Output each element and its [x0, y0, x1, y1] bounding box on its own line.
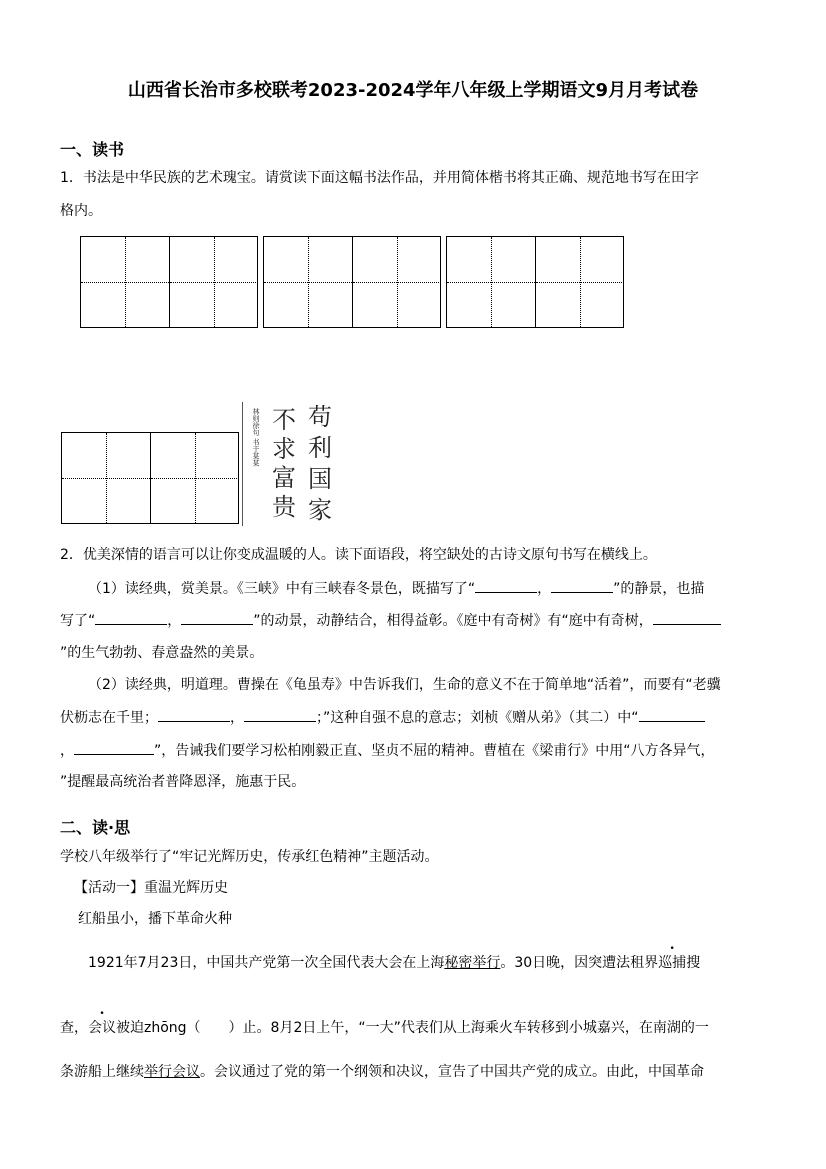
question-1-text-cont: 格内。 — [60, 203, 102, 219]
tianzige-grid[interactable] — [61, 432, 239, 524]
question-2-part-2-line-3: ， ”，告诫我们要学习松柏刚毅正直、坚贞不屈的精神。曹植在《梁甫行》中用“八方各异气， — [60, 740, 715, 761]
article-paragraph-line-2: 查，会议被迫zhōng（ ）止。8月2日上午，“一大”代表们从上海乘火车转移到小城嘉兴，在南湖的一 — [60, 1020, 709, 1036]
dotted-word: 会议 — [88, 1020, 116, 1036]
page-title: 山西省长治市多校联考2023-2024学年八年级上学期语文9月月考试卷 — [127, 80, 699, 101]
underlined-phrase: 举行会议 — [144, 1064, 200, 1080]
answer-blank[interactable] — [181, 610, 253, 625]
tianzige-grid[interactable] — [446, 236, 624, 328]
section-heading-read-think: 二、读·思 — [60, 818, 131, 837]
article-paragraph-line-1: 1921年7月23日，中国共产党第一次全国代表大会在上海秘密举行。30日晚，因突遭法租界巡捕搜 — [88, 955, 701, 971]
answer-blank[interactable] — [551, 578, 613, 593]
answer-blank[interactable] — [639, 707, 705, 722]
activity-1-heading: 【活动一】重温光辉历史 — [74, 880, 228, 896]
calligraphy-column-2: 不求富贵 — [272, 406, 296, 521]
answer-blank[interactable] — [95, 610, 167, 625]
section-heading-reading: 一、读书 — [60, 140, 125, 159]
activity-intro: 学校八年级举行了“牢记光辉历史，传承红色精神”主题活动。 — [60, 849, 439, 865]
question-2-part-2-line-1: （2）读经典，明道理。曹操在《龟虽寿》中告诉我们，生命的意义不在于简单地“活着”，而要有“老骥 — [88, 677, 721, 693]
question-2-part-1-line-3: ”的生气勃勃、春意盎然的美景。 — [60, 645, 264, 661]
dotted-word: 巡捕 — [658, 955, 687, 971]
question-2-part-2-line-4: ”提醒最高统治者普降恩泽，施惠于民。 — [60, 774, 306, 790]
question-1-text: 1．书法是中华民族的艺术瑰宝。请赏读下面这幅书法作品，并用简体楷书将其正确、规范地书写在田字 — [60, 170, 699, 186]
answer-blank[interactable] — [74, 740, 154, 755]
underlined-phrase: 秘密举行 — [444, 955, 501, 971]
tianzige-grid[interactable] — [263, 236, 441, 328]
calligraphy-column-1: 苟利国家 — [308, 403, 332, 524]
answer-blank[interactable] — [244, 707, 316, 722]
question-2-text: 2．优美深情的语言可以让你变成温暖的人。读下面语段，将空缺处的古诗文原句书写在横线上。 — [60, 547, 657, 563]
answer-blank[interactable] — [158, 707, 230, 722]
answer-blank[interactable] — [475, 578, 537, 593]
question-2-part-1-line-2: 写了“ ， ”的动景，动静结合，相得益彰。《庭中有奇树》有“庭中有奇树， — [60, 610, 721, 631]
article-subtitle: 红船虽小，播下革命火种 — [78, 911, 232, 927]
calligraphy-image — [240, 402, 340, 530]
article-paragraph-line-3: 条游船上继续举行会议。会议通过了党的第一个纲领和决议，宣告了中国共产党的成立。由此，中国革命 — [60, 1064, 704, 1080]
tianzige-grid[interactable] — [80, 236, 258, 328]
calligraphy-signature: 林则徐句 书于某某 — [252, 408, 260, 467]
question-2-part-2-line-2: 伏枥志在千里； ， ；”这种自强不息的意志；刘桢《赠从弟》（其二）中“ — [60, 707, 705, 728]
question-2-part-1-line-1: （1）读经典，赏美景。《三峡》中有三峡春冬景色，既描写了“ ， ”的静景，也描 — [88, 578, 704, 599]
answer-blank[interactable] — [653, 610, 721, 625]
